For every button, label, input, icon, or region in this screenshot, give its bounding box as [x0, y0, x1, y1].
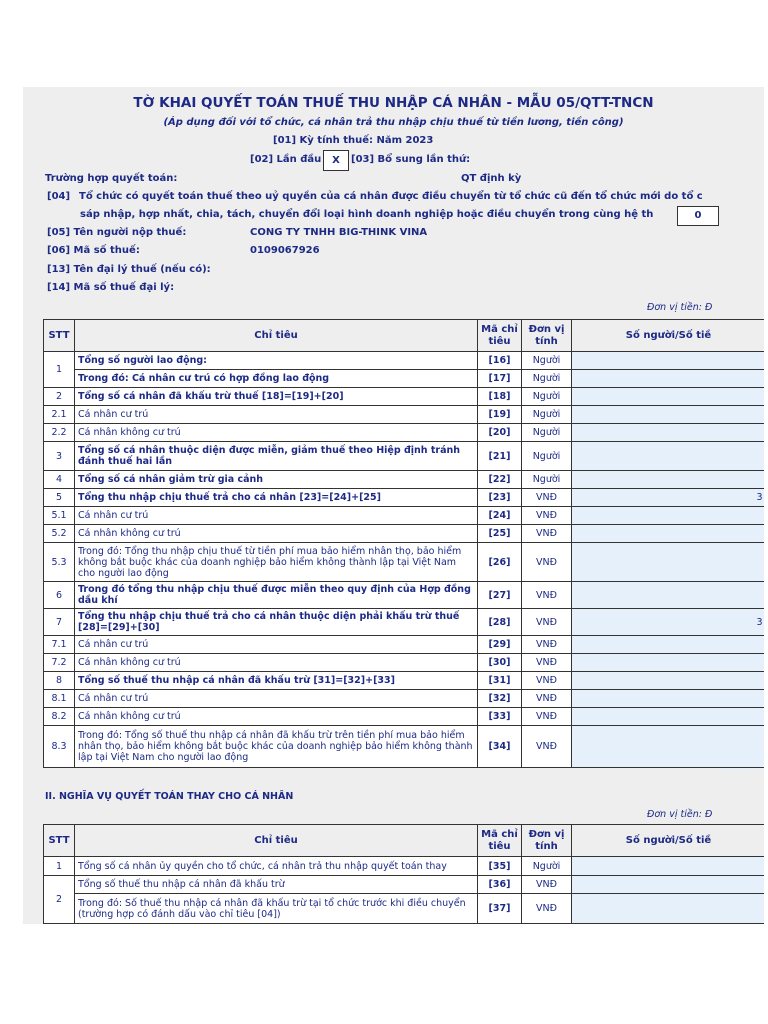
- row-code: [32]: [478, 690, 522, 708]
- table-row: [44, 636, 765, 654]
- row-label: Cá nhân cư trú: [75, 690, 478, 708]
- table-row: [44, 352, 765, 370]
- table-row: [44, 442, 765, 471]
- row-unit: Người: [522, 471, 572, 489]
- row-value-input[interactable]: [572, 525, 765, 543]
- row-value-input[interactable]: [572, 708, 765, 726]
- line-04-value-box[interactable]: 0: [677, 206, 719, 226]
- table-row: [44, 424, 765, 442]
- row-stt: 8.1: [44, 690, 75, 708]
- row-stt: 2.2: [44, 424, 75, 442]
- row-label: Tổng số cá nhân thuộc diện được miễn, giảm thuế theo Hiệp định tránh đánh thuế hai lần: [75, 442, 478, 471]
- row-code: [29]: [478, 636, 522, 654]
- row-label: Cá nhân không cư trú: [75, 424, 478, 442]
- section-2-currency-note: Đơn vị tiền: Đ: [647, 809, 713, 820]
- row-unit: Người: [522, 424, 572, 442]
- header-indicator: Chỉ tiêu: [75, 320, 478, 352]
- table-row: [44, 582, 765, 609]
- row-stt: 5.3: [44, 543, 75, 582]
- row-unit: VNĐ: [522, 525, 572, 543]
- row-stt: 6: [44, 582, 75, 609]
- table-row: [44, 489, 765, 507]
- row-value-input[interactable]: [572, 894, 765, 924]
- row-stt: 2: [44, 388, 75, 406]
- summary-table: [43, 319, 764, 768]
- table-row: [44, 726, 765, 768]
- row-value-input[interactable]: [572, 690, 765, 708]
- header-indicator: Chỉ tiêu: [75, 825, 478, 857]
- row-label: Tổng số cá nhân đã khấu trừ thuế [18]=[19]+[20]: [75, 388, 478, 406]
- row-stt: 7.1: [44, 636, 75, 654]
- row-code: [24]: [478, 507, 522, 525]
- row-value-input[interactable]: [572, 442, 765, 471]
- row-code: [33]: [478, 708, 522, 726]
- row-code: [20]: [478, 424, 522, 442]
- tax-period: [01] Kỳ tính thuế: Năm 2023: [273, 135, 434, 146]
- row-unit: Người: [522, 388, 572, 406]
- row-value-input[interactable]: [572, 406, 765, 424]
- row-code: [28]: [478, 609, 522, 636]
- row-stt: 8.3: [44, 726, 75, 768]
- row-unit: VNĐ: [522, 507, 572, 525]
- row-label: Cá nhân cư trú: [75, 406, 478, 424]
- row-value-input[interactable]: [572, 424, 765, 442]
- row-label: Tổng số cá nhân giảm trừ gia cảnh: [75, 471, 478, 489]
- row-value-input[interactable]: [572, 471, 765, 489]
- row-stt: 3: [44, 442, 75, 471]
- row-label: Cá nhân không cư trú: [75, 708, 478, 726]
- row-unit: VNĐ: [522, 690, 572, 708]
- form-subtitle: (Áp dụng đối với tổ chức, cá nhân trả thu nhập chịu thuế từ tiền lương, tiền công): [163, 117, 624, 128]
- row-label: Cá nhân không cư trú: [75, 654, 478, 672]
- header-code: Mã chỉ tiêu: [478, 825, 522, 857]
- row-label: Tổng số cá nhân ủy quyền cho tổ chức, cá nhân trả thu nhập quyết toán thay: [75, 857, 478, 876]
- row-code: [22]: [478, 471, 522, 489]
- row-value-input[interactable]: [572, 636, 765, 654]
- header-stt: STT: [44, 320, 75, 352]
- row-label: Tổng thu nhập chịu thuế trả cho cá nhân thuộc diện phải khấu trừ thuế [28]=[29]+[30]: [75, 609, 478, 636]
- table-row: [44, 857, 765, 876]
- form-title: TỜ KHAI QUYẾT TOÁN THUẾ THU NHẬP CÁ NHÂN - MẪU 05/QTT-TNCN: [133, 95, 654, 111]
- row-unit: VNĐ: [522, 894, 572, 924]
- row-label: Trong đó: Cá nhân cư trú có hợp đồng lao động: [75, 370, 478, 388]
- taxpayer-name-value: CONG TY TNHH BIG-THINK VINA: [250, 227, 428, 238]
- settlement-table: [43, 824, 764, 924]
- row-stt: 5.1: [44, 507, 75, 525]
- row-stt: 7.2: [44, 654, 75, 672]
- row-unit: VNĐ: [522, 609, 572, 636]
- row-code: [18]: [478, 388, 522, 406]
- table-row: [44, 507, 765, 525]
- table-row: [44, 690, 765, 708]
- header-value: Số người/Số tiề: [572, 320, 765, 352]
- row-code: [31]: [478, 672, 522, 690]
- row-unit: Người: [522, 857, 572, 876]
- row-value-input[interactable]: 3: [572, 609, 765, 636]
- row-value-input[interactable]: [572, 857, 765, 876]
- row-stt: 8.2: [44, 708, 75, 726]
- row-code: [21]: [478, 442, 522, 471]
- row-label: Tổng số thuế thu nhập cá nhân đã khấu trừ: [75, 876, 478, 894]
- row-value-input[interactable]: [572, 876, 765, 894]
- row-unit: Người: [522, 370, 572, 388]
- row-label: Tổng thu nhập chịu thuế trả cho cá nhân [23]=[24]+[25]: [75, 489, 478, 507]
- table-row: [44, 406, 765, 424]
- row-label: Cá nhân cư trú: [75, 507, 478, 525]
- row-unit: Người: [522, 406, 572, 424]
- table-row: [44, 672, 765, 690]
- row-value-input[interactable]: [572, 370, 765, 388]
- section-2-title: II. NGHĨA VỤ QUYẾT TOÁN THAY CHO CÁ NHÂN: [45, 791, 294, 802]
- line-04-text-2: sáp nhập, hợp nhất, chia, tách, chuyển đổi loại hình doanh nghiệp hoặc điều chuyển trong cùng hệ th: [80, 209, 654, 220]
- row-code: [25]: [478, 525, 522, 543]
- table-row: [44, 525, 765, 543]
- row-value-input[interactable]: [572, 672, 765, 690]
- row-unit: Người: [522, 442, 572, 471]
- row-unit: VNĐ: [522, 726, 572, 768]
- row-unit: VNĐ: [522, 672, 572, 690]
- row-code: [34]: [478, 726, 522, 768]
- tax-code-label: [06] Mã số thuế:: [47, 245, 140, 256]
- supplement-label: [03] Bổ sung lần thứ:: [351, 154, 471, 165]
- settlement-case-value: QT định kỳ: [461, 173, 522, 184]
- settlement-case-label: Trường hợp quyết toán:: [45, 173, 178, 184]
- row-code: [37]: [478, 894, 522, 924]
- row-label: Trong đó: Số thuế thu nhập cá nhân đã khấu trừ tại tổ chức trước khi điều chuyển (trường hợp có đánh dấu vào chỉ tiêu [04]): [75, 894, 478, 924]
- header-unit: Đơn vị tính: [522, 825, 572, 857]
- line-04-text-1: Tổ chức có quyết toán thuế theo uỷ quyền của cá nhân được điều chuyển từ tổ chức cũ đến tổ chức mới do tổ c: [79, 191, 703, 202]
- header-value: Số người/Số tiề: [572, 825, 765, 857]
- table-row: [44, 894, 765, 924]
- table-row: [44, 471, 765, 489]
- row-stt: 8: [44, 672, 75, 690]
- table-row: [44, 388, 765, 406]
- row-code: [17]: [478, 370, 522, 388]
- row-unit: Người: [522, 352, 572, 370]
- row-code: [23]: [478, 489, 522, 507]
- row-value-input[interactable]: 3: [572, 489, 765, 507]
- row-stt: 1: [44, 352, 75, 388]
- row-stt: 1: [44, 857, 75, 876]
- table-row: [44, 543, 765, 582]
- row-code: [30]: [478, 654, 522, 672]
- row-stt: 2.1: [44, 406, 75, 424]
- header-unit: Đơn vị tính: [522, 320, 572, 352]
- row-unit: VNĐ: [522, 489, 572, 507]
- row-code: [19]: [478, 406, 522, 424]
- row-stt: 5: [44, 489, 75, 507]
- table-row: [44, 876, 765, 894]
- row-code: [26]: [478, 543, 522, 582]
- row-label: Tổng số người lao động:: [75, 352, 478, 370]
- header-code: Mã chỉ tiêu: [478, 320, 522, 352]
- taxpayer-name-label: [05] Tên người nộp thuế:: [47, 227, 187, 238]
- settlement-table-header: [44, 825, 765, 857]
- line-04-code: [04]: [47, 191, 71, 202]
- row-unit: VNĐ: [522, 876, 572, 894]
- row-value-input[interactable]: [572, 582, 765, 609]
- currency-unit-note: Đơn vị tiền: Đ: [647, 302, 713, 313]
- summary-table-header: [44, 320, 765, 352]
- row-unit: VNĐ: [522, 654, 572, 672]
- tax-code-value: 0109067926: [250, 245, 320, 256]
- row-label: Trong đó: Tổng số thuế thu nhập cá nhân đã khấu trừ trên tiền phí mua bảo hiểm nhân thọ, bảo hiểm không bắt buộc khác của doanh nghiệp bảo hiểm không thành lập tại Việt Nam cho người lao động: [75, 726, 478, 768]
- row-label: Trong đó: Tổng thu nhập chịu thuế từ tiền phí mua bảo hiểm nhân thọ, bảo hiểm không bắt buộc khác của doanh nghiệp bảo hiểm không thành lập tại Việt Nam cho người lao động: [75, 543, 478, 582]
- first-time-label: [02] Lần đầu: [250, 154, 322, 165]
- row-stt: 4: [44, 471, 75, 489]
- tax-agent-code-label: [14] Mã số thuế đại lý:: [47, 282, 175, 293]
- row-stt: 7: [44, 609, 75, 636]
- tax-form-sheet: [23, 87, 764, 924]
- row-code: [35]: [478, 857, 522, 876]
- row-value-input[interactable]: [572, 388, 765, 406]
- table-row: [44, 370, 765, 388]
- row-value-input[interactable]: [572, 352, 765, 370]
- row-unit: VNĐ: [522, 708, 572, 726]
- row-value-input[interactable]: [572, 654, 765, 672]
- row-label: Trong đó tổng thu nhập chịu thuế được miễn theo quy định của Hợp đồng dầu khí: [75, 582, 478, 609]
- first-time-checkbox[interactable]: X: [323, 150, 349, 171]
- row-unit: VNĐ: [522, 543, 572, 582]
- row-code: [36]: [478, 876, 522, 894]
- header-stt: STT: [44, 825, 75, 857]
- row-code: [16]: [478, 352, 522, 370]
- table-row: [44, 708, 765, 726]
- row-code: [27]: [478, 582, 522, 609]
- row-label: Tổng số thuế thu nhập cá nhân đã khấu trừ [31]=[32]+[33]: [75, 672, 478, 690]
- row-value-input[interactable]: [572, 543, 765, 582]
- row-unit: VNĐ: [522, 636, 572, 654]
- table-row: [44, 654, 765, 672]
- row-value-input[interactable]: [572, 507, 765, 525]
- row-unit: VNĐ: [522, 582, 572, 609]
- table-row: [44, 609, 765, 636]
- row-stt: 5.2: [44, 525, 75, 543]
- row-label: Cá nhân không cư trú: [75, 525, 478, 543]
- row-label: Cá nhân cư trú: [75, 636, 478, 654]
- tax-agent-name-label: [13] Tên đại lý thuế (nếu có):: [47, 264, 211, 275]
- row-value-input[interactable]: [572, 726, 765, 768]
- row-stt: 2: [44, 876, 75, 924]
